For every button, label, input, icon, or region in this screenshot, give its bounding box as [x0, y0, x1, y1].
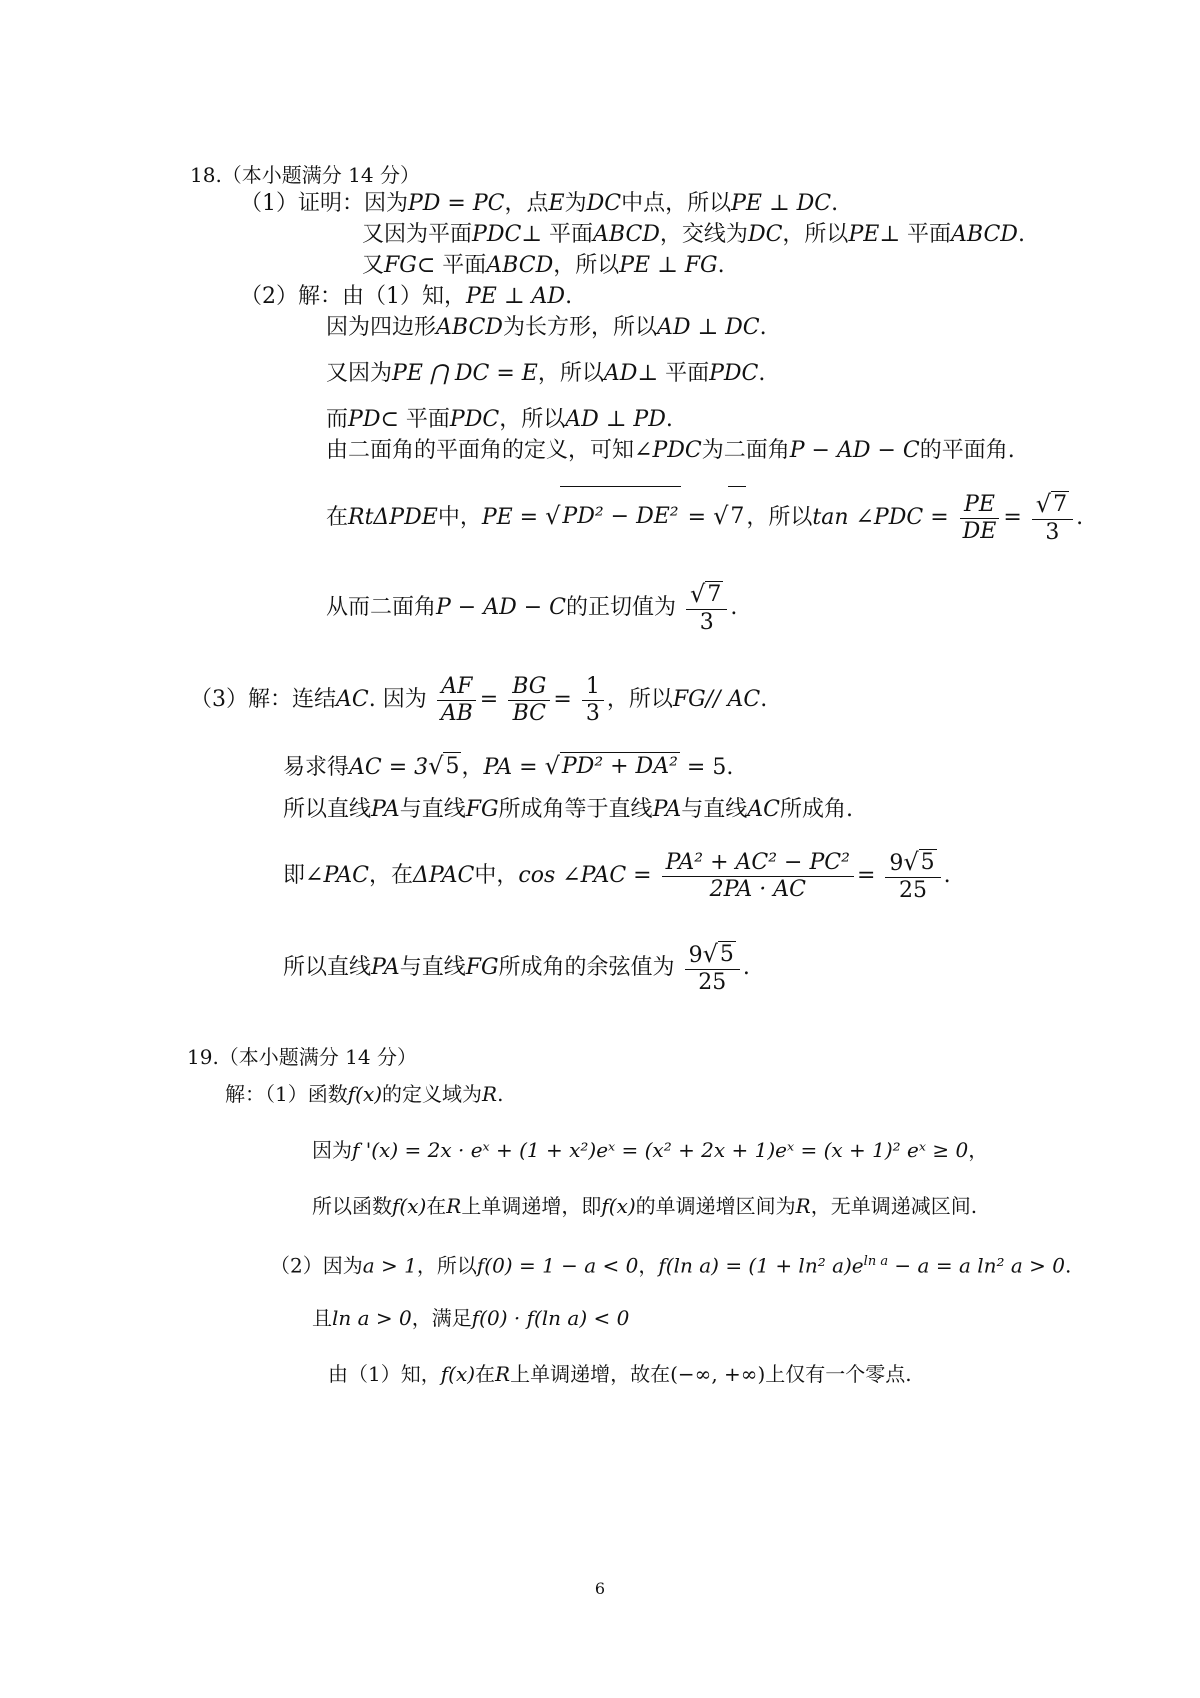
q18-p3-line5: 所以直线PA与直线FG所成角的余弦值为 9 √ 5 25 .: [283, 939, 750, 995]
q18-p1-line1: （1）证明：因为PD = PC，点E为DC中点，所以PE ⊥ DC.: [240, 191, 839, 216]
q18-p2-line1: （2）解：由（1）知，PE ⊥ AD.: [240, 284, 573, 309]
fraction: $\frac{\text{PA² + AC² − PC²}}{2PA \cdot AC}$: [662, 850, 854, 903]
q19-line6: 由（1）知，f(x)在R上单调递增，故在(−∞, +∞)上仅有一个零点.: [328, 1362, 912, 1386]
q19-line2: 因为f '(x) = 2x · eˣ + (1 + x²)eˣ = (x² + 2x + 1)eˣ = (x + 1)² eˣ ≥ 0，: [312, 1138, 989, 1162]
q18-p1-line2: 又因为平面PDC⊥ 平面ABCD，交线为DC，所以PE⊥ 平面ABCD.: [362, 222, 1025, 247]
q19-line1: 解：（1）函数f(x)的定义域为R.: [225, 1082, 504, 1106]
q18-p3-line4: 即∠PAC，在ΔPAC中，cos ∠PAC = $\frac{\text{PA² + AC² − PC²}}{2PA \cdot AC}$ = 9 √ 5 25 .: [283, 847, 951, 903]
q18-p2-line2: 因为四边形ABCD为长方形，所以AD ⊥ DC.: [326, 315, 767, 340]
q18-p3-line3: 所以直线PA与直线FG所成角等于直线PA与直线AC所成角.: [283, 797, 853, 822]
q18-header: 18.（本小题满分 14 分）: [190, 163, 420, 187]
page-number: 6: [594, 1579, 606, 1598]
fraction: √ 7 3: [686, 581, 727, 636]
fraction: 9 √ 5 25: [685, 941, 740, 996]
fraction: $\frac{BG}{BC}$: [508, 674, 550, 727]
radical: √ PD² − DE²: [545, 486, 681, 547]
q18-p1-line3: 又FG⊂ 平面ABCD，所以PE ⊥ FG.: [362, 253, 725, 278]
q18-p2-line3: 又因为PE ⋂ DC = E，所以AD⊥ 平面PDC.: [326, 361, 766, 386]
fraction: $\frac{PE}{DE}$: [959, 492, 1001, 545]
q19-header: 19.（本小题满分 14 分）: [187, 1045, 417, 1069]
radical: √ 5: [428, 752, 460, 780]
radical: √ 7: [713, 486, 746, 547]
fraction: 9 √ 5 25: [885, 849, 940, 904]
q18-p2-line5: 由二面角的平面角的定义，可知∠PDC为二面角P − AD − C的平面角.: [326, 438, 1015, 463]
fraction: $\frac{AF}{AB}$: [437, 674, 477, 727]
radical: √ PD² + DA²: [544, 752, 678, 780]
q19-line4: （2）因为a > 1，所以f(0) = 1 − a < 0，f(ln a) = (1 + ln² $a)e^{ln a} - a = a$ ln² a > 0.: [270, 1253, 1072, 1278]
q18-p3-line1: （3）解：连结AC. 因为 $\frac{AF}{AB}$ = $\frac{BG}{BC}$ = $\frac{1}{3}$ ，所以FG// AC.: [190, 673, 768, 726]
q18-p2-line6: 在RtΔPDE中，PE = √ PD² − DE² = √ 7 ，所以tan ∠PDC = $\frac{PE}{DE}$ = √ 7 3 .: [326, 486, 1083, 548]
fraction: √ 7 3: [1032, 491, 1073, 546]
fraction: $\frac{1}{3}$: [582, 674, 604, 727]
q19-line3: 所以函数f(x)在R上单调递增，即f(x)的单调递增区间为R，无单调递减区间.: [312, 1194, 978, 1218]
q18-p2-line4: 而PD⊂ 平面PDC，所以AD ⊥ PD.: [326, 407, 673, 432]
q18-p3-line2: 易求得AC = 3 √ 5 ，PA = √ PD² + DA² = 5.: [283, 752, 734, 780]
q18-p2-line7: 从而二面角P − AD − C的正切值为 √ 7 3 .: [326, 579, 738, 635]
q19-line5: 且ln a > 0，满足f(0) · f(ln a) < 0: [312, 1306, 630, 1330]
